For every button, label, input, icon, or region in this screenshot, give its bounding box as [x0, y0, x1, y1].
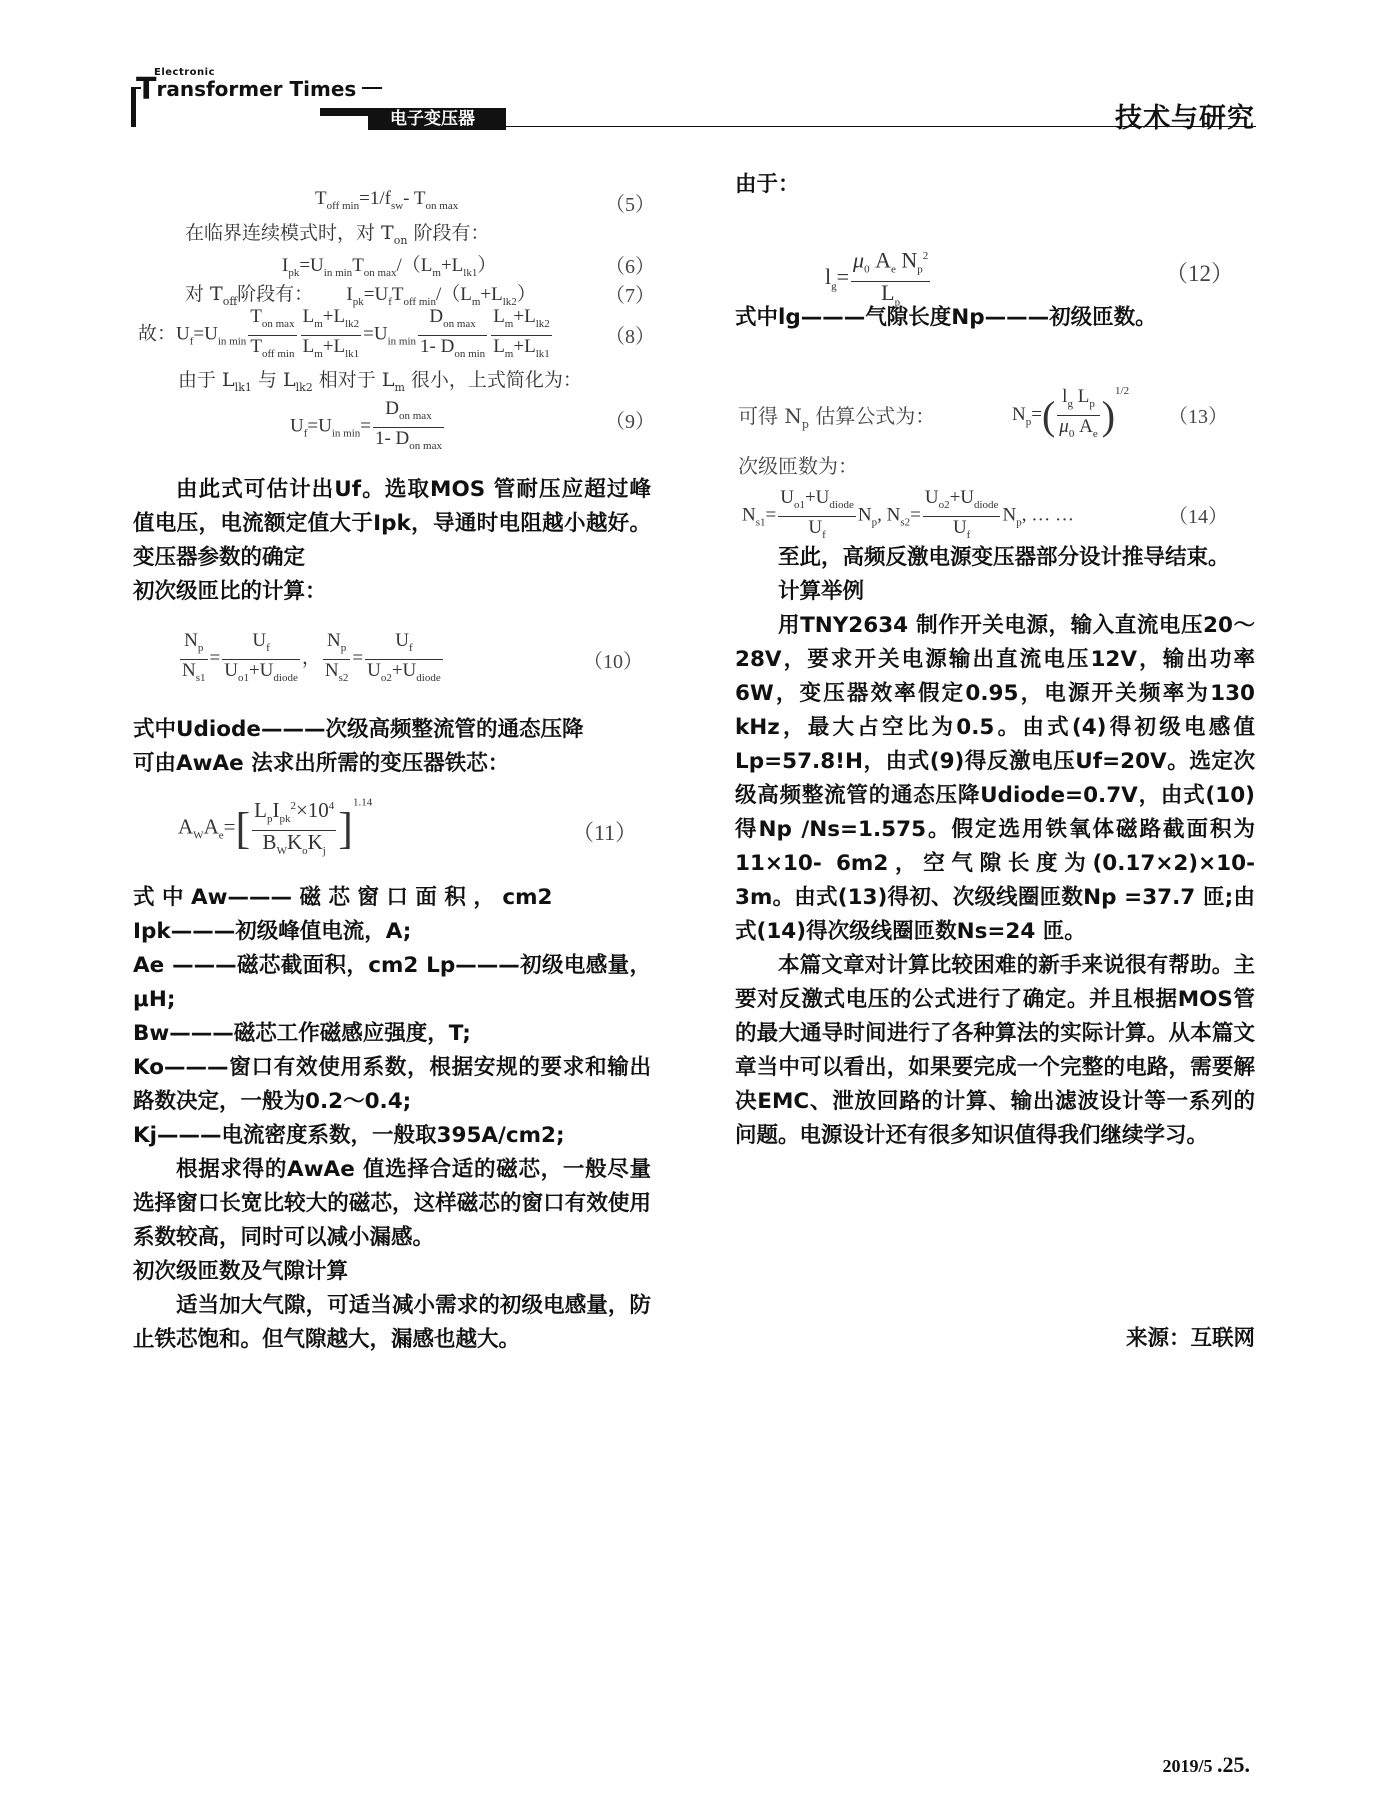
formula-12: $l_g=$ $\frac{\mu_0 A_e N_p^2}{L_p}$ — [825, 245, 932, 313]
example-paragraph: 用TNY2634 制作开关电源，输入直流电压20～28V，要求开关电源输出直流电压12V，输出功率6W，变压器效率假定0.95，电源开关频率为130 kHz，最大占空比为0.5。由式(4)得初级电感值Lp=57.8!H，由式(9)得反激电压Uf=20V。选定次级高频整流管的通态压降Udiode=0.7V，由式(10)得Np /Ns=1.575。假定选用铁氧体磁路截面积为11×10- 6m2，空气隙长度为(0.17×2)×10- 3m。由式(13)得初、次级线圈匝数Np =37.7 匝;由式(14)得次级线圈匝数Ns=24 匝。 — [735, 613, 1255, 944]
turns-gap-heading: 初次级匝数及气隙计算 — [133, 1259, 349, 1284]
bw-definition: Bw———磁芯工作磁感应强度，T; — [133, 1021, 471, 1046]
formula-8-number: （8） — [605, 326, 655, 348]
aw-definition: 式 中 Aw——— 磁 芯 窗 口 面 积 ， cm2 — [133, 885, 553, 910]
formula-7-number: （7） — [605, 285, 655, 307]
right-gap-def — [735, 301, 1255, 335]
air-gap-paragraph: 适当加大气隙，可适当减小需求的初级电感量，防止铁芯饱和。但气隙越大，漏感也越大。 — [133, 1293, 651, 1352]
paragraph-uf-estimate: 由此式可估计出Uf。选取MOS 管耐压应超过峰值电压，电流额定值大于Ipk，导通时电阻越小越好。变压器参数的确定 — [133, 477, 651, 570]
left-text-3 — [133, 881, 651, 1357]
header-rule-mid — [362, 87, 382, 89]
ipk-definition: Ipk———初级峰值电流，A; — [133, 919, 412, 944]
formula-13-number: （13） — [1168, 406, 1228, 428]
awae-intro: 可由AwAe 法求出所需的变压器铁芯： — [133, 751, 510, 776]
formula-9: $U_f=U_{in min}=$ $\frac{D_{on max}}{1- D_{on max}}$ — [290, 398, 442, 452]
because-label: 由于： — [735, 172, 800, 197]
brand-title-rest: ransformer Times — [156, 77, 357, 101]
formula-13: $N_p=$( $\frac{l_g L_p}{\mu_0 A_e}$ )$^{1/2}$ — [1012, 385, 1130, 440]
formula-5-number: （5） — [605, 194, 655, 216]
formula-7: 对 $T_{off}$阶段有： $I_{pk}=U_fT_{off min}/(L_m+L_{lk2})$ — [185, 283, 536, 308]
formula-14-number: （14） — [1168, 506, 1228, 528]
formula-6: $I_{pk}=U_{in min}T_{on max}/(L_m+L_{lk1})$ — [282, 255, 497, 279]
issue-date: 2019/5 — [1162, 1756, 1213, 1776]
core-selection-paragraph: 根据求得的AwAe 值选择合适的磁芯，一般尽量选择窗口长宽比较大的磁芯，这样磁芯的窗口有效使用系数较高，同时可以减小漏感。 — [133, 1157, 651, 1250]
brand-title — [136, 72, 356, 107]
left-text-1 — [133, 473, 651, 609]
formula-11-number: （11） — [572, 820, 638, 845]
ko-definition: Ko———窗口有效使用系数，根据安规的要求和输出路数决定，一般为0.2～0.4; — [133, 1055, 651, 1114]
ae-lp-definition: Ae ———磁芯截面积，cm2 Lp———初级电感量，μH; — [133, 953, 651, 1012]
formula-11: $A_WA_e=$[ $\frac{L_pI_{pk}^2\times 10^4}{B_WK_oK_j}$ ]$^{1.14}$ — [178, 796, 373, 858]
formula-8: 故：$U_f=U_{in min}$ $\frac{T_{on max}}{T_{off min}}$ $\frac{L_m+L_{lk2}}{L_m+L_{lk1}}$ $=U_{in min}$ $\frac{D_{on max}}{1- D_{on min}}$ $\frac{L_m+L_{lk2}}{L_m+L_{lk1}}$ — [138, 306, 550, 360]
secondary-turns-intro: 次级匝数为： — [738, 454, 858, 478]
right-intro — [735, 168, 1255, 202]
right-text — [735, 541, 1255, 1153]
formula-10-number: （10） — [583, 651, 643, 673]
kj-definition: Kj———电流密度系数，一般取395A/cm2; — [133, 1123, 565, 1148]
source-text: 来源：互联网 — [1125, 1326, 1255, 1351]
section-title: 技术与研究 — [1115, 103, 1255, 134]
example-heading: 计算举例 — [778, 579, 865, 604]
conclusion-derivation: 至此，高频反激电源变压器部分设计推导结束。 — [778, 545, 1230, 570]
left-text-2 — [133, 713, 651, 781]
formula-5: $T_{off min}=1/f_{sw}-$ $T_{on max}$ — [315, 188, 459, 212]
formula-9-number: （9） — [605, 411, 655, 433]
source-line — [735, 1322, 1255, 1356]
simplify-text: 由于 $L_{lk1}$ 与 $L_{lk2}$ 相对于 $L_m$ 很小，上式简化为： — [178, 369, 582, 394]
formula-14: $N_{s1}=$ $\frac{U_{o1}+U_{diode}}{U_f}$ $N_p$, $N_{s2}=$ $\frac{U_{o2}+U_{diode}}{U_f}$ $N_p$, … … — [742, 487, 1074, 541]
brand-initial: T — [136, 72, 157, 107]
formula-10: $\frac{N_p}{N_{s1}}$ = $\frac{U_f}{U_{o1}+U_{diode}}$ ， $\frac{N_p}{N_{s2}}$ = $\frac{U_f}{U_{o2}+U_{diode}}$ — [182, 630, 441, 684]
page-number: .25. — [1217, 1752, 1250, 1777]
summary-paragraph: 本篇文章对计算比较困难的新手来说很有帮助。主要对反激式电压的公式进行了确定。并且根据MOS管的最大通导时间进行了各种算法的实际计算。从本篇文章当中可以看出，如果要完成一个完整的电路，需要解决EMC、泄放回路的计算、输出滤波设计等一系列的问题。电源设计还有很多知识值得我们继续学习。 — [735, 953, 1255, 1148]
turns-ratio-heading: 初次级匝比的计算： — [133, 579, 327, 604]
brand-logo-cn: 电子变压器 — [368, 108, 506, 130]
formula-12-number: （12） — [1165, 261, 1234, 286]
header-rule-block — [320, 108, 368, 116]
udiode-definition: 式中Udiode———次级高频整流管的通态压降 — [133, 717, 584, 742]
brand-subtitle: Electronic — [154, 67, 216, 78]
formula-6-number: （6） — [605, 256, 655, 278]
page-footer — [1162, 1752, 1250, 1778]
critical-mode-text: 在临界连续模式时，对 $T_{on}$ 阶段有： — [185, 222, 490, 247]
lg-np-definition: 式中lg———气隙长度Np———初级匝数。 — [735, 305, 1157, 330]
np-formula-intro: 可得 $N_p$ 估算公式为： — [738, 404, 936, 431]
